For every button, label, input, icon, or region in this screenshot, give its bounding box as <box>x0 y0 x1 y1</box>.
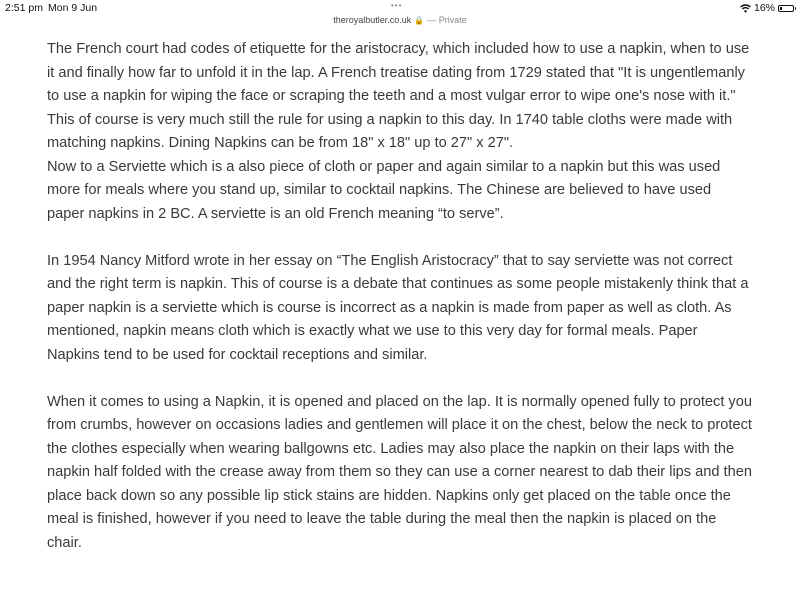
article-body <box>47 38 752 555</box>
paragraph-mitford: In 1954 Nancy Mitford wrote in her essay on “The English Aristocracy” that to say serviette was not correct and the right term is napkin. This of course is a debate that continues as some people mistakenly think that a paper napkin is a serviette which is course is incorrect as a napkin is made from paper as well as cloth. As mentioned, napkin means cloth which is exactly what we use to this very day for formal meals. Paper Napkins tend to be used for cocktail receptions and similar. <box>47 252 749 363</box>
more-dots-icon[interactable]: ••• <box>391 1 403 10</box>
status-time: 2:51 pm <box>5 2 43 14</box>
battery-level-fill <box>780 7 782 10</box>
address-bar[interactable] <box>0 12 800 28</box>
paragraph-serviette: Now to a Serviette which is a also piece of cloth or paper and again similar to a napkin but this was used more for meals where you stand up, similar to cocktail napkins. The Chinese are believed to have used paper napkins in 2 BC. A serviette is an old French meaning “to serve”. <box>47 158 721 222</box>
lock-icon: 🔒 <box>414 15 425 25</box>
paragraph-court-etiquette: The French court had codes of etiquette for the aristocracy, which included how to use a napkin, when to use it and finally how far to unfold it in the lap. A French treatise dating from 1729 stated that "It is ungentlemanly to use a napkin for wiping the face or scraping the teeth and a most vulgar error to wipe one's nose with it." This of course is very much still the rule for using a napkin to this day. In 1740 table cloths were made with matching napkins. Dining Napkins can be from 18" x 18" up to 27" x 27". <box>47 41 750 151</box>
status-date: Mon 9 Jun <box>48 2 98 14</box>
paragraph-using-napkin: When it comes to using a Napkin, it is opened and placed on the lap. It is normally opened fully to protect you from crumbs, however on occasions ladies and gentlemen will place it on the chest, below the neck to protect the clothes especially when wearing ballgowns etc. Ladies may also place the napkin on their laps with the napkin half folded with the crease away from them so they can use a corner nearest to dab their lips and then place back down so any possible lip stick stains are hidden. Napkins only get placed on the table once the meal is finished, however if you need to leave the table during the meal then the napkin is placed on the chair. <box>47 393 752 551</box>
private-label: — Private <box>427 15 467 25</box>
url-domain[interactable]: theroyalbutler.co.uk <box>333 15 412 25</box>
battery-icon <box>778 5 794 12</box>
battery-percent: 16% <box>753 2 775 14</box>
